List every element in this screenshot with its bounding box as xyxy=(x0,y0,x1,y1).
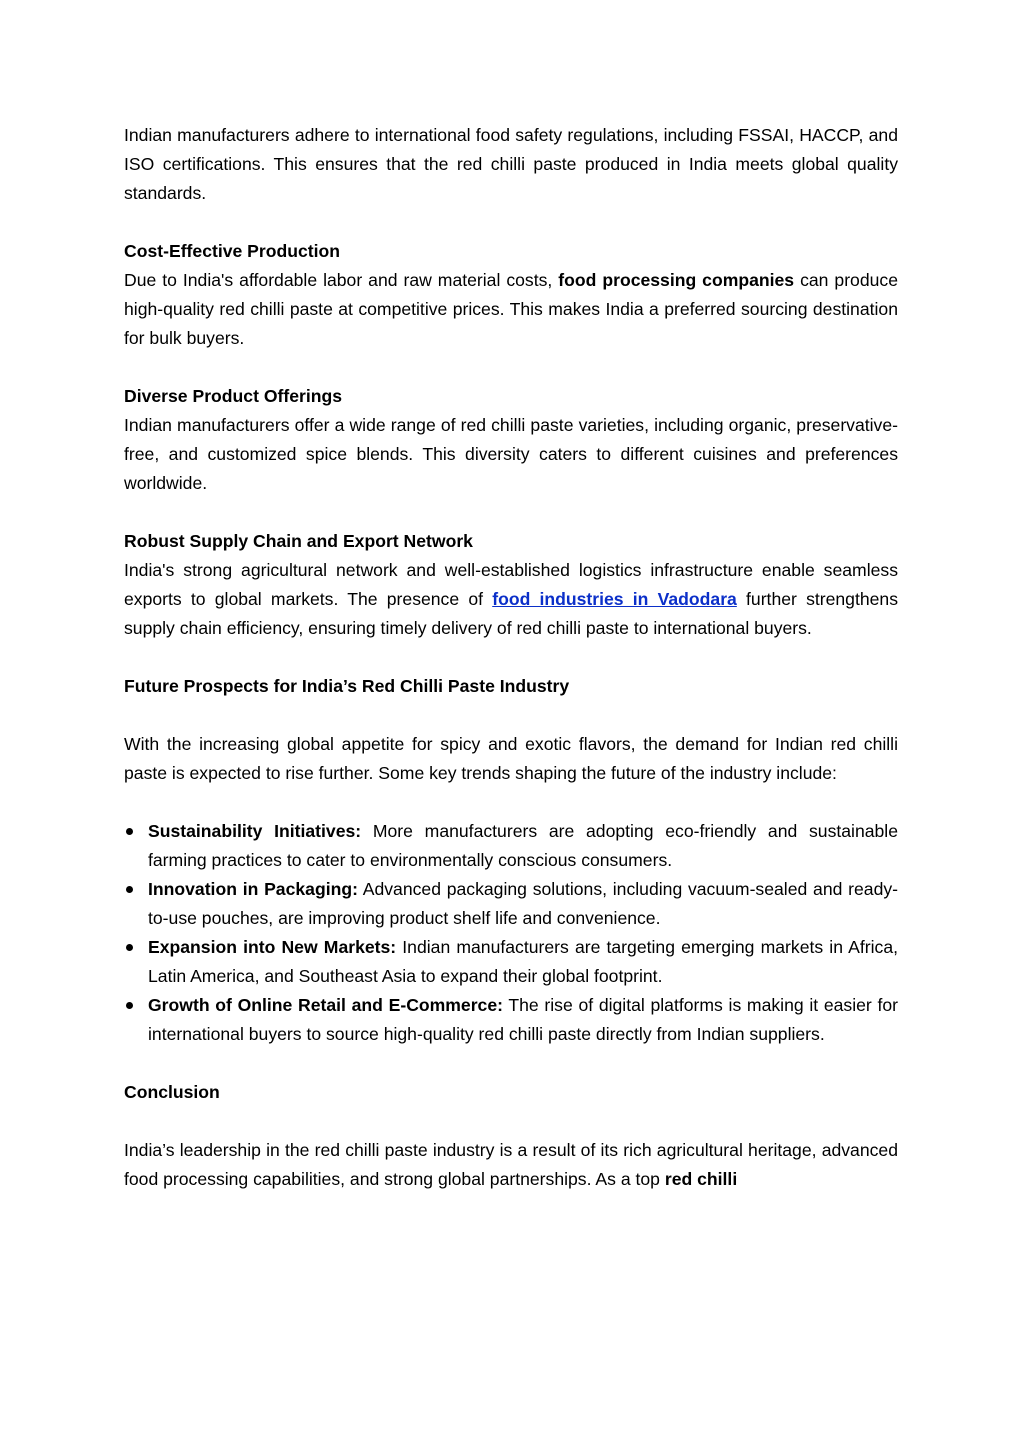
conclusion-bold-phrase: red chilli xyxy=(664,1169,738,1189)
conclusion-heading: Conclusion xyxy=(124,1082,220,1102)
trend-title: Growth of Online Retail and E-Commerce: xyxy=(148,995,503,1015)
paragraph-spacer xyxy=(124,788,898,817)
cost-heading: Cost-Effective Production xyxy=(124,241,341,261)
list-item xyxy=(124,991,898,1049)
paragraph-spacer xyxy=(124,643,898,672)
list-item xyxy=(124,933,898,991)
bullet-icon xyxy=(126,1002,133,1009)
future-heading: Future Prospects for India’s Red Chilli Paste Industry xyxy=(124,676,570,696)
paragraph-spacer xyxy=(124,1049,898,1078)
trend-text: Advanced packaging solutions, including vacuum-sealed and ready-to-use pouches, are improving product shelf life and convenience. xyxy=(148,879,899,928)
future-paragraph: With the increasing global appetite for spicy and exotic flavors, the demand for Indian red chilli paste is expected to rise further. Some key trends shaping the future of the industry include: xyxy=(124,734,898,783)
trend-text: More manufacturers are adopting eco-friendly and sustainable farming practices to cater to environmentally conscious consumers. xyxy=(148,821,898,870)
trend-text: Indian manufacturers are targeting emerging markets in Africa, Latin America, and Southeast Asia to expand their global footprint. xyxy=(148,937,899,986)
bullet-icon xyxy=(126,944,133,951)
cost-text-start: Due to India's affordable labor and raw material costs, xyxy=(124,270,559,290)
paragraph-spacer xyxy=(124,353,898,382)
trend-title: Innovation in Packaging: xyxy=(148,879,358,899)
intro-paragraph: Indian manufacturers adhere to international food safety regulations, including FSSAI, HACCP, and ISO certifications. This ensures that the red chilli paste produced in India meets global quality standards. xyxy=(124,125,898,203)
list-item xyxy=(124,875,898,933)
diverse-paragraph: Indian manufacturers offer a wide range of red chilli paste varieties, including organic, preservative-free, and customized spice blends. This diversity caters to different cuisines and preferences worldwide. xyxy=(124,415,898,493)
paragraph-spacer xyxy=(124,208,898,237)
supply-paragraph xyxy=(124,556,898,643)
supply-text-start: India's strong agricultural network and well-established logistics infrastructure enable seamless exports to global markets. The presence of xyxy=(124,560,898,609)
supply-text-end: further strengthens supply chain efficiency, ensuring timely delivery of red chilli paste to international buyers. xyxy=(124,589,899,638)
bullet-icon xyxy=(126,886,133,893)
trend-title: Sustainability Initiatives: xyxy=(148,821,362,841)
trend-text: The rise of digital platforms is making it easier for international buyers to source high-quality red chilli paste directly from Indian suppliers. xyxy=(148,995,898,1044)
cost-paragraph xyxy=(124,266,898,353)
paragraph-spacer xyxy=(124,1107,898,1136)
trend-title: Expansion into New Markets: xyxy=(148,937,397,957)
conclusion-text-start: India’s leadership in the red chilli paste industry is a result of its rich agricultural heritage, advanced food processing capabilities, and strong global partnerships. As a top xyxy=(124,1140,898,1189)
document-page xyxy=(124,121,898,1194)
vadodara-link[interactable]: food industries in Vadodara xyxy=(492,589,737,609)
supply-heading: Robust Supply Chain and Export Network xyxy=(124,531,473,551)
diverse-heading: Diverse Product Offerings xyxy=(124,386,343,406)
cost-text-end: can produce high-quality red chilli paste at competitive prices. This makes India a preferred sourcing destination for bulk buyers. xyxy=(124,270,898,348)
list-item xyxy=(124,817,898,875)
paragraph-spacer xyxy=(124,498,898,527)
paragraph-spacer xyxy=(124,701,898,730)
conclusion-paragraph xyxy=(124,1136,898,1194)
trends-list xyxy=(124,817,898,1049)
cost-bold-phrase: food processing companies xyxy=(558,270,795,290)
bullet-icon xyxy=(126,828,133,835)
